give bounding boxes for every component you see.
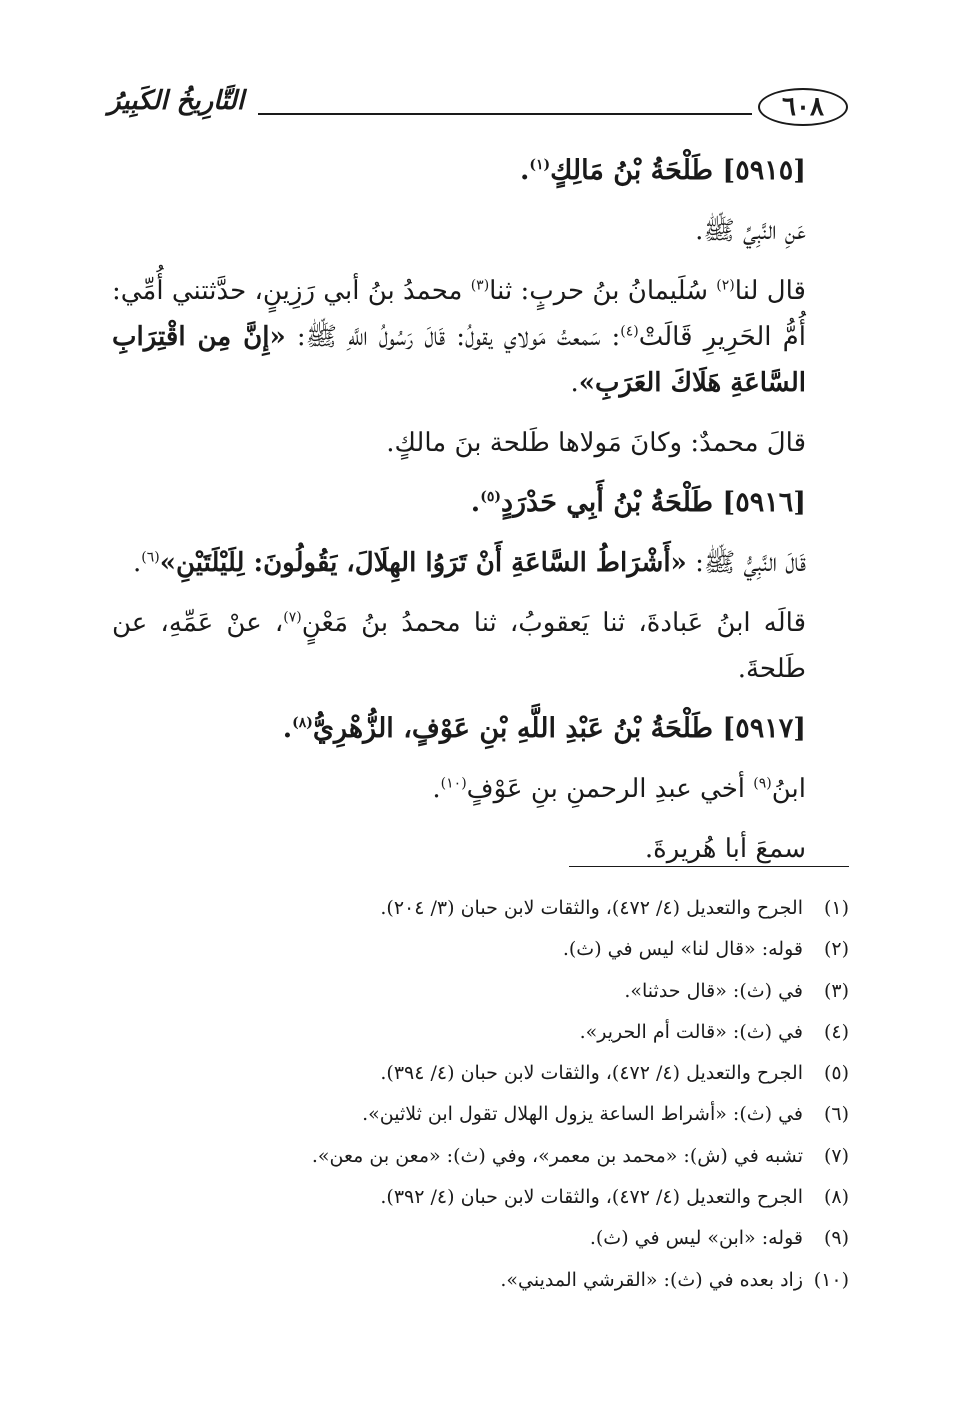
footnote-text: تشبه في (ش): «محمد بن معمر»، وفي (ث): «معن بن معن». [311, 1144, 803, 1167]
footnote-number: (٥) [823, 1062, 849, 1085]
page-number: ٦٠٨ [758, 88, 848, 126]
footnote-number: (٣) [823, 979, 849, 1002]
footnote-number: (٧) [823, 1144, 849, 1167]
footnotes-list [189, 888, 849, 1301]
narration-line: قالَ محمدٌ: وكانَ مَولاها طَلحة بنَ مالكٍ. [386, 428, 806, 458]
entry-number: [٥٩١٧] [722, 713, 806, 744]
footnote-number: (٤) [823, 1020, 849, 1043]
footnote-text: في (ث): «أشراط الساعة يزول الهلال تقول ابن ثلاثين». [362, 1103, 803, 1126]
footnote-ref: (٥) [480, 489, 501, 505]
hadith-paragraph: قَالَ النَّبِيُّ ﷺ: «أَشْرَاطُ السَّاعَةِ أَنْ تَرَوُا الهِلَالَ، يَقُولُونَ: لِلَيْلَتَيْنِ»$^{(٦)}$. [132, 548, 806, 578]
narration-line: سمعَ أبا هُريرةَ. [644, 834, 806, 864]
footnote-ref: (٣) [470, 277, 490, 294]
footnote-ref: (٩) [753, 775, 772, 792]
entry-heading-5916: [٥٩١٦] طَلْحَةُ بْنُ أَبِي حَدْرَدٍ$^{(٥)}$. [470, 487, 806, 518]
footnote-text: الجرح والتعديل (٤/ ٤٧٢)، والثقات لابن حبان (٣/ ٢٠٤). [380, 897, 803, 919]
isnad-paragraph: قال لنا$^{(٢)}$ سُلَيمانُ بنُ حربٍ: ثنا$^{(٣)}$ محمدُ بنُ أبي رَزِينٍ، حدَّثتني أُمِّي: أُمُّ الحَرِيرِ قَالَتْ$^{(٤)}$: سَمعتُ مَولاي يقولُ: قَالَ رَسُولُ اللَّهِ ﷺ: «إِنَّ مِن اقْتِرَابِ السَّاعَةِ هَلَاكَ العَرَبِ». [112, 276, 806, 398]
header-rule [258, 113, 752, 115]
footnote-ref: (٨) [292, 715, 313, 731]
footnote-ref: (١٠) [440, 775, 467, 792]
book-title: التَّارِيخُ الكَبِيرُ [108, 86, 245, 116]
footnote-ref: (١) [529, 157, 551, 173]
entry-heading-5915: [٥٩١٥] طَلْحَةُ بْنُ مَالِكٍ$^{(١)}$. [519, 155, 806, 186]
footnote-item [189, 1260, 849, 1301]
footnote-text: الجرح والتعديل (٤/ ٤٧٢)، والثقات لابن حبان (٤/ ٣٩٢). [380, 1186, 803, 1209]
main-text [112, 148, 848, 886]
footnote-text: الجرح والتعديل (٤/ ٤٧٢)، والثقات لابن حبان (٤/ ٣٩٤). [380, 1062, 803, 1085]
narration-line: عَنِ النَّبِيِّ ﷺ. [695, 216, 806, 246]
footnote-item [189, 1094, 849, 1135]
page-header [108, 84, 848, 134]
footnote-ref: (٤) [620, 323, 639, 340]
footnote-text: قوله: «قال لنا» ليس في (ث). [562, 938, 803, 961]
footnote-separator [569, 866, 849, 867]
footnote-text: قوله: «ابن» ليس في (ث). [589, 1227, 803, 1250]
footnote-number: (١٠) [813, 1268, 849, 1291]
footnote-number: (٩) [823, 1227, 849, 1250]
footnote-item [189, 888, 849, 929]
hadith-text: «إِنَّ مِن اقْتِرَابِ السَّاعَةِ هَلَاكَ العَرَبِ» [112, 322, 806, 398]
entry-number: [٥٩١٦] [722, 487, 806, 518]
footnote-item [189, 929, 849, 970]
footnote-item [189, 1053, 849, 1094]
narration-line: ابنُ$^{(٩)}$ أخي عبدِ الرحمنِ بنِ عَوْفٍ$^{(١٠)}$. [432, 774, 806, 804]
footnote-item [189, 1012, 849, 1053]
isnad-paragraph: قالَه ابنُ عَبادةَ، ثنا يَعقوبُ، ثنا محمدُ بنُ مَعْنٍ$^{(٧)}$، عنْ عَمِّهِ، عن طَلحةَ. [112, 608, 806, 684]
footnote-text: في (ث): «قالت أم الحرير». [579, 1020, 803, 1043]
footnote-ref: (٦) [141, 549, 160, 566]
footnote-number: (٢) [823, 938, 849, 961]
footnote-number: (١) [823, 897, 849, 919]
footnote-ref: (٧) [283, 609, 302, 626]
hadith-text: «أَشْرَاطُ السَّاعَةِ أَنْ تَرَوُا الهِلَالَ، يَقُولُونَ: لِلَيْلَتَيْنِ» [159, 548, 687, 578]
footnote-number: (٨) [823, 1186, 849, 1209]
entry-heading-5917: [٥٩١٧] طَلْحَةُ بْنُ عَبْدِ اللَّهِ بْنِ عَوْفٍ، الزُّهْرِيُّ$^{(٨)}$. [282, 713, 806, 744]
footnote-ref: (٢) [716, 277, 735, 294]
footnote-number: (٦) [823, 1103, 849, 1126]
footnote-text: في (ث): «قال حدثنا». [624, 979, 803, 1002]
entry-name: طَلْحَةُ بْنُ عَبْدِ اللَّهِ بْنِ عَوْفٍ، الزُّهْرِيُّ [312, 713, 714, 744]
footnote-text: زاد بعده في (ث): «القرشي المديني». [500, 1268, 803, 1291]
footnote-item [189, 1136, 849, 1177]
entry-name: طَلْحَةُ بْنُ أَبِي حَدْرَدٍ [500, 487, 714, 518]
entry-number: [٥٩١٥] [722, 155, 806, 186]
footnote-item [189, 971, 849, 1012]
footnote-item [189, 1218, 849, 1259]
entry-name: طَلْحَةُ بْنُ مَالِكٍ [550, 155, 714, 186]
footnote-item [189, 1177, 849, 1218]
